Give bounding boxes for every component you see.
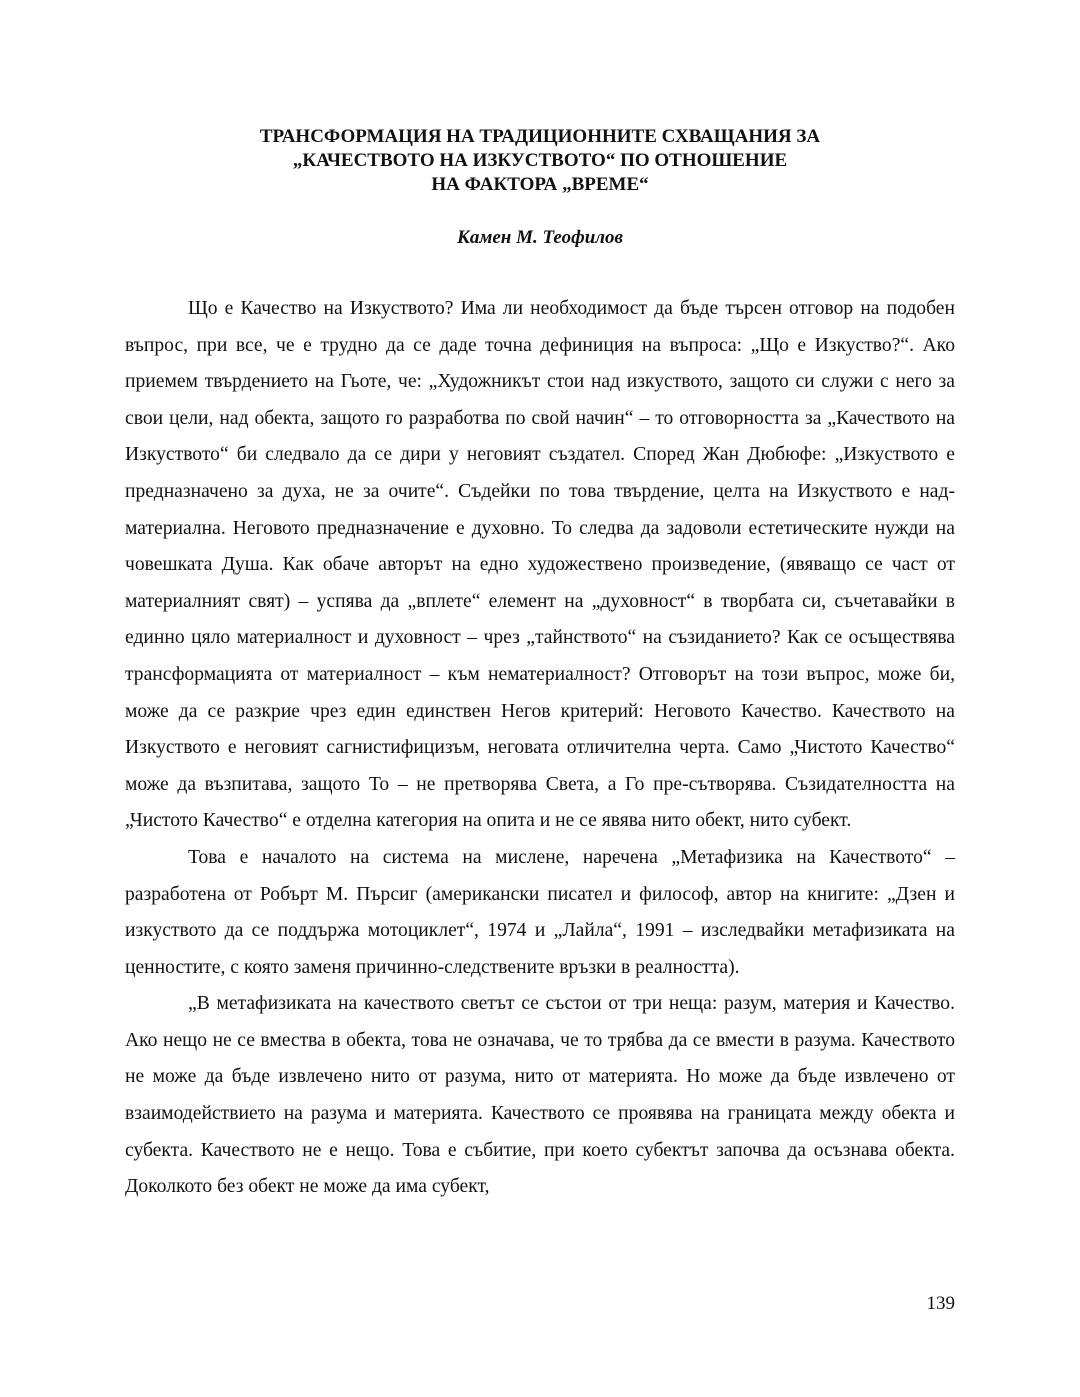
author-name: Камен М. Теофилов: [456, 227, 624, 248]
paragraph: Що е Качество на Изкуството? Има ли необходимост да бъде търсен отговор на подобен въпрос, при все, че е трудно да се даде точна дефиниция на въпроса: „Що е Изкуство?“. Ако приемем твърдението на Гьоте, че: „Художникът стои над изкуството, защото си служи с него за свои цели, над обекта, защото го разработва по свой начин“ – то отговорността за „Качеството на Изкуството“ би следвало да се дири у неговият създател. Според Жан Дюбюфе: „Изкуството е предназначено за духа, не за очите“. Съдейки по това твърдение, целта на Изкуството е над-материална. Неговото предназначение е духовно. То следва да задоволи естетическите нужди на човешката Душа. Как обаче авторът на едно художествено произведение, (явяващо се част от материалният свят) – успява да „вплете“ елемент на „духовност“ в творбата си, съчетавайки в единно цяло материалност и духовност – чрез „тайнството“ на съзиданието? Как се осъществява трансформацията от материалност – към нематериалност? Отговорът на този въпрос, може би, може да се разкрие чрез един единствен Негов критерий: Неговото Качество. Качеството на Изкуството е неговият сагнистифицизъм, неговата отличителна черта. Само „Чистото Качество“ може да възпитава, защото То – не претворява Света, а Го пре-сътворява. Съзидателността на „Чистото Качество“ е отделна категория на опита и не се явява нито обект, нито субект.: [125, 298, 955, 832]
paragraph: Това е началото на система на мислене, наречена „Метафизика на Качеството“ – разработена от Робърт М. Пърсиг (американски писател и философ, автор на книгите: „Дзен и изкуството да се поддържа мотоциклет“, 1974 и „Лайла“, 1991 – изследвайки метафизиката на ценностите, с която заменя причинно-следствените връзки в реалността).: [125, 846, 955, 978]
page-number: 139: [926, 1293, 955, 1314]
title-line-1: ТРАНСФОРМАЦИЯ НА ТРАДИЦИОННИТЕ СХВАЩАНИЯ ЗА: [259, 126, 821, 147]
title-line-2: „КАЧЕСТВОТО НА ИЗКУСТВОТО“ ПО ОТНОШЕНИЕ: [292, 150, 788, 171]
article-title: [125, 125, 955, 197]
article-body: [125, 291, 955, 1206]
paragraph: „В метафизиката на качеството светът се състои от три неща: разум, материя и Качество. Ако нещо не се вмества в обекта, това не означава, че то трябва да се вмести в разума. Качеството не може да бъде извлечено нито от разума, нито от материята. Но може да бъде извлечено от взаимодействието на разума и материята. Качеството се проявява на границата между обекта и субекта. Качеството не е нещо. Това е събитие, при което субектът започва да осъзнава обекта. Доколкото без обект не може да има субект,: [125, 993, 955, 1198]
title-line-3: НА ФАКТОРА „ВРЕМЕ“: [431, 174, 649, 195]
